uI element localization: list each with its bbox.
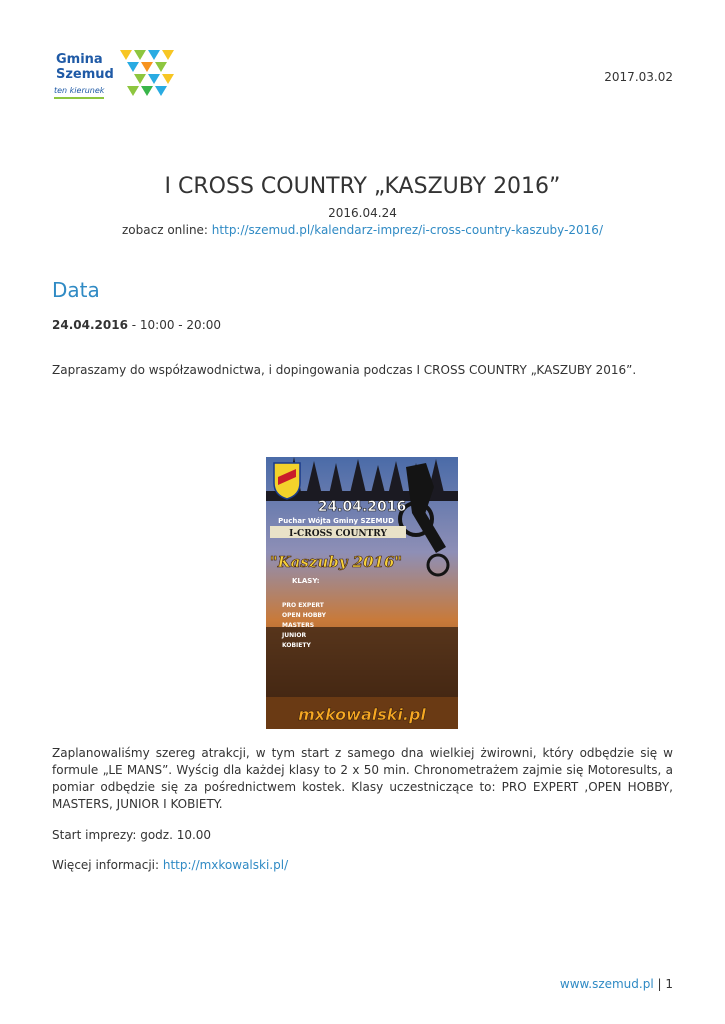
event-when [52, 318, 221, 332]
document-date: 2017.03.02 [604, 70, 673, 84]
logo-line2: Szemud [56, 67, 114, 82]
poster-class: MASTERS [282, 622, 315, 629]
footer-site-link[interactable]: www.szemud.pl [559, 977, 654, 991]
logo-line1: Gmina [56, 52, 103, 67]
poster-class: JUNIOR [282, 632, 307, 639]
crest-icon [274, 463, 300, 499]
online-label: zobacz online: [122, 223, 208, 237]
poster-class: KOBIETY [282, 642, 311, 649]
poster-title: "Kaszuby 2016" [269, 553, 403, 571]
online-link-row [0, 223, 725, 237]
poster-class: PRO EXPERT [282, 602, 324, 609]
logo-triangles-icon [120, 50, 176, 102]
more-info-row [52, 858, 288, 872]
more-info-label: Więcej informacji: [52, 858, 163, 872]
more-info-link[interactable]: http://mxkowalski.pl/ [162, 858, 289, 872]
event-poster-image [266, 457, 458, 729]
gmina-szemud-logo [52, 50, 180, 104]
page-number: 1 [665, 977, 673, 991]
invite-text: Zapraszamy do współzawodnictwa, i dopingowania podczas I CROSS COUNTRY „KASZUBY 2016”. [52, 363, 637, 377]
poster-classes-label: KLASY: [292, 577, 320, 585]
poster-event-name: I-CROSS COUNTRY [289, 529, 387, 539]
start-info: Start imprezy: godz. 10.00 [52, 828, 212, 842]
poster-class: OPEN HOBBY [282, 612, 326, 619]
logo-tagline: ten kierunek [54, 86, 105, 95]
section-heading-data: Data [52, 278, 100, 302]
poster-brand: mxkowalski.pl [298, 705, 426, 724]
footer-separator: | [653, 977, 666, 991]
page-footer [560, 977, 673, 991]
poster-date: 24.04.2016 [317, 499, 407, 515]
event-time: - 10:00 - 20:00 [127, 318, 222, 332]
logo-underline [54, 97, 104, 99]
event-description: Zaplanowaliśmy szereg atrakcji, w tym start z samego dna wielkiej żwirowni, który odbędzie się w formule „LE MANS”. Wyścig dla każdej klasy to 2 x 50 min. Chronometrażem zajmie się Motoresults, a pomiar odbędzie się za pośrednictwem kostek. Klasy uczestniczące to: PRO EXPERT ,OPEN HOBBY, MASTERS, JUNIOR I KOBIETY. [52, 746, 673, 811]
event-date: 24.04.2016 [52, 318, 128, 332]
online-url-link[interactable]: http://szemud.pl/kalendarz-imprez/i-cross-country-kaszuby-2016/ [211, 223, 603, 237]
article-date: 2016.04.24 [328, 206, 397, 220]
poster-cup: Puchar Wójta Gminy SZEMUD [278, 517, 394, 525]
page-title: I CROSS COUNTRY „KASZUBY 2016” [164, 174, 561, 199]
